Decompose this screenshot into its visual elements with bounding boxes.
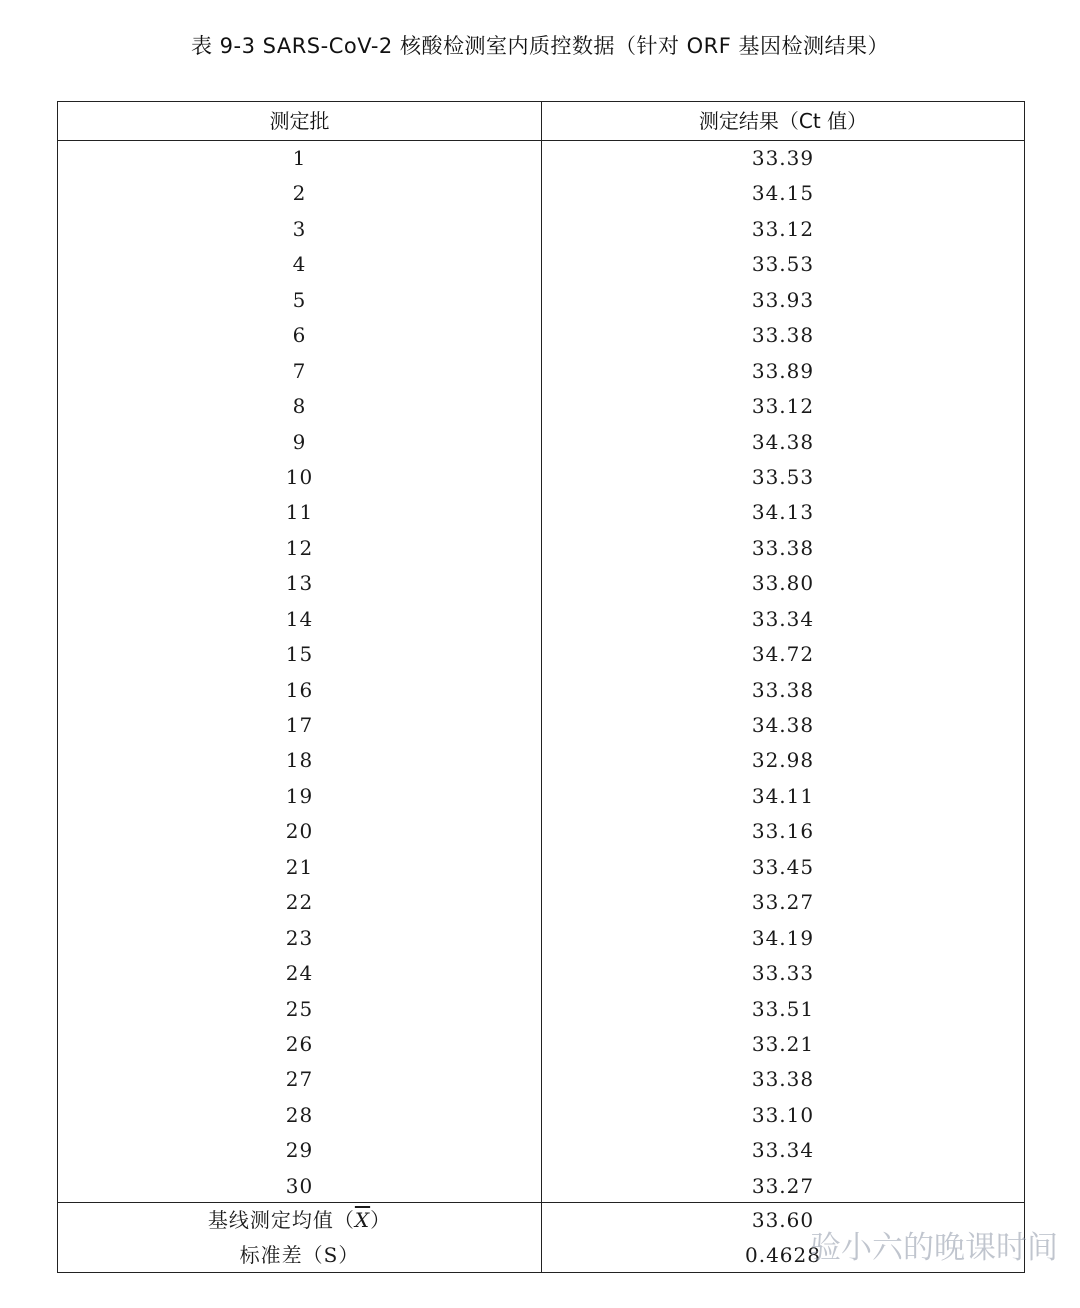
qc-data-table <box>57 101 1025 1273</box>
mean-symbol: $\overline{X}$ <box>354 1208 371 1232</box>
table-row <box>58 1027 1024 1062</box>
ct-value-cell: 33.80 <box>751 571 815 596</box>
table-row <box>58 850 1024 885</box>
ct-value-cell: 33.39 <box>751 146 815 170</box>
batch-cell: 28 <box>285 1102 314 1127</box>
ct-value-cell: 34.38 <box>751 713 815 737</box>
ct-value-cell: 33.16 <box>751 819 815 844</box>
table-row <box>58 176 1024 211</box>
sd-label: 标准差（S） <box>239 1243 360 1267</box>
batch-cell: 5 <box>292 287 307 312</box>
batch-cell: 10 <box>285 464 314 489</box>
ct-value-cell: 34.38 <box>751 429 815 454</box>
table-row <box>58 283 1024 318</box>
batch-cell: 13 <box>285 571 314 596</box>
table-row <box>58 389 1024 424</box>
table-row <box>58 1169 1024 1204</box>
ct-value-cell: 32.98 <box>751 748 815 773</box>
batch-cell: 9 <box>292 429 307 454</box>
ct-value-cell: 33.34 <box>751 606 815 631</box>
ct-value-cell: 33.21 <box>751 1031 815 1056</box>
batch-cell: 4 <box>292 252 307 277</box>
batch-cell: 23 <box>285 925 314 950</box>
table-row <box>58 673 1024 708</box>
table-row <box>58 354 1024 389</box>
header-batch: 测定批 <box>269 109 330 133</box>
table-header-row <box>58 102 1024 140</box>
table-row <box>58 141 1024 176</box>
table-row <box>58 460 1024 495</box>
table-row <box>58 1133 1024 1168</box>
ct-value-cell: 33.38 <box>751 535 815 560</box>
batch-cell: 25 <box>285 996 314 1021</box>
batch-cell: 26 <box>285 1031 314 1056</box>
batch-cell: 12 <box>285 535 314 560</box>
table-row <box>58 885 1024 920</box>
mean-label: 基线测定均值$(\overline{X})$ <box>207 1208 392 1232</box>
ct-value-cell: 33.93 <box>751 287 815 312</box>
table-row <box>58 495 1024 530</box>
ct-value-cell: 34.15 <box>751 181 815 206</box>
batch-cell: 17 <box>285 713 314 737</box>
mean-value: 33.60 <box>751 1208 815 1232</box>
table-row <box>58 1098 1024 1133</box>
ct-value-cell: 34.11 <box>751 783 815 808</box>
ct-value-cell: 33.53 <box>751 464 815 489</box>
batch-cell: 24 <box>285 961 314 986</box>
table-row <box>58 743 1024 778</box>
ct-value-cell: 33.10 <box>751 1102 815 1127</box>
ct-value-cell: 33.27 <box>751 1173 815 1198</box>
batch-cell: 21 <box>285 854 314 879</box>
table-row <box>58 921 1024 956</box>
batch-cell: 14 <box>285 606 314 631</box>
ct-value-cell: 33.51 <box>751 996 815 1021</box>
ct-value-cell: 33.89 <box>751 358 815 383</box>
batch-cell: 19 <box>285 783 314 808</box>
table-row <box>58 531 1024 566</box>
ct-value-cell: 34.13 <box>751 500 815 525</box>
batch-cell: 7 <box>292 358 307 383</box>
ct-value-cell: 34.19 <box>751 925 815 950</box>
table-row <box>58 708 1024 743</box>
table-row <box>58 425 1024 460</box>
batch-cell: 29 <box>285 1138 314 1163</box>
batch-cell: 11 <box>285 500 314 525</box>
table-row <box>58 318 1024 353</box>
table-row <box>58 602 1024 637</box>
ct-value-cell: 33.33 <box>751 961 815 986</box>
table-row <box>58 1062 1024 1097</box>
batch-cell: 6 <box>292 323 307 348</box>
table-row <box>58 637 1024 672</box>
ct-value-cell: 33.38 <box>751 677 815 702</box>
ct-value-cell: 33.38 <box>751 1067 815 1092</box>
table-body <box>58 141 1024 1204</box>
ct-value-cell: 33.53 <box>751 252 815 277</box>
table-title: 表 9-3 SARS-CoV-2 核酸检测室内质控数据（针对 ORF 基因检测结果） <box>190 34 890 58</box>
ct-value-cell: 34.72 <box>751 642 815 667</box>
batch-cell: 3 <box>292 216 307 241</box>
ct-value-cell: 33.45 <box>751 854 815 879</box>
ct-value-cell: 33.38 <box>751 323 815 348</box>
batch-cell: 8 <box>292 394 307 419</box>
batch-cell: 16 <box>285 677 314 702</box>
table-row <box>58 212 1024 247</box>
header-ct-result: 测定结果（Ct 值） <box>698 109 868 133</box>
batch-cell: 15 <box>285 642 314 667</box>
table-row <box>58 779 1024 814</box>
batch-cell: 1 <box>292 146 307 170</box>
batch-cell: 2 <box>292 181 307 206</box>
batch-cell: 27 <box>285 1067 314 1092</box>
table-row <box>58 992 1024 1027</box>
watermark: 验小六的晚课时间 <box>810 1230 1058 1266</box>
ct-value-cell: 33.12 <box>751 394 815 419</box>
ct-value-cell: 33.12 <box>751 216 815 241</box>
ct-value-cell: 33.34 <box>751 1138 815 1163</box>
table-row <box>58 566 1024 601</box>
table-row <box>58 247 1024 282</box>
table-row <box>58 956 1024 991</box>
batch-cell: 22 <box>285 890 314 915</box>
batch-cell: 18 <box>285 748 314 773</box>
ct-value-cell: 33.27 <box>751 890 815 915</box>
table-row <box>58 814 1024 849</box>
batch-cell: 20 <box>285 819 314 844</box>
batch-cell: 30 <box>285 1173 314 1198</box>
sd-value: 0.4628 <box>745 1243 821 1267</box>
